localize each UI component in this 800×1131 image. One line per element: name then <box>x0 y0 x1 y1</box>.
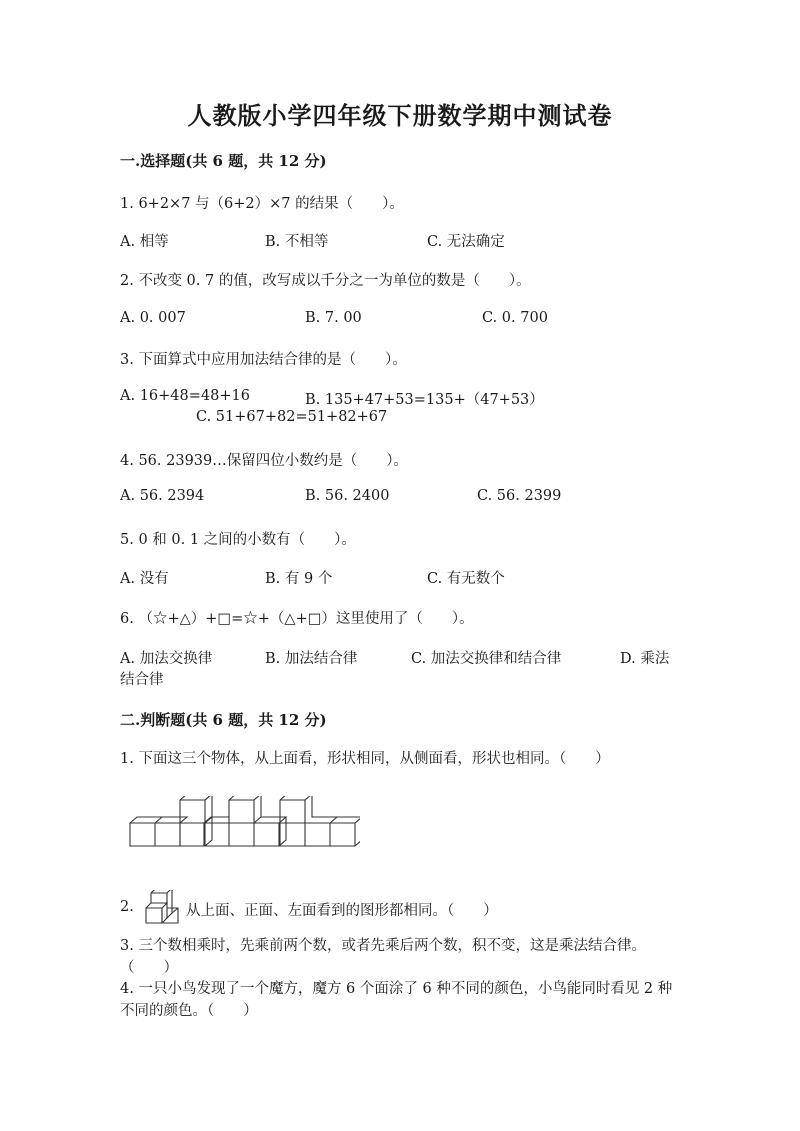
question-1-3: 3. 下面算式中应用加法结合律的是（ ）。 <box>120 352 407 368</box>
question-1-5: 5. 0 和 0. 1 之间的小数有（ ）。 <box>120 532 356 548</box>
q1-2-option-a: A. 0. 007 <box>120 310 186 326</box>
question-2-4: 4. 一只小鸟发现了一个魔方，魔方 6 个面涂了 6 种不同的颜色，小鸟能同时看见 2 种不同的颜色。（ ） <box>120 981 673 1019</box>
question-2-3: 3. 三个数相乘时，先乘前两个数，或者先乘后两个数，积不变，这是乘法结合律。（ ） <box>120 938 646 976</box>
q1-5-option-c: C. 有无数个 <box>427 571 505 587</box>
section-heading-choice: 一.选择题(共 6 题，共 12 分) <box>120 152 327 170</box>
q1-4-option-b: B. 56. 2400 <box>305 488 390 504</box>
section-heading-judgement: 二.判断题(共 6 题，共 12 分) <box>120 711 327 729</box>
q1-6-option-d-continued: 结合律 <box>120 672 164 688</box>
q1-3-option-a: A. 16+48=48+16 <box>120 388 250 404</box>
q1-6-option-a: A. 加法交换律 <box>120 651 213 667</box>
q1-4-option-c: C. 56. 2399 <box>477 488 562 504</box>
cube-figure-2 <box>204 796 286 846</box>
q1-3-option-c: C. 51+67+82=51+82+67 <box>196 409 388 425</box>
question-1-1: 1. 6+2×7 与（6+2）×7 的结果（ ）。 <box>120 196 404 212</box>
cube-figure-1 <box>130 796 212 846</box>
q1-6-option-d: D. 乘法 <box>620 651 670 667</box>
cube-figures <box>120 796 360 856</box>
q1-5-option-b: B. 有 9 个 <box>265 571 333 587</box>
question-1-4: 4. 56. 23939…保留四位小数约是（ ）。 <box>120 453 408 469</box>
q1-4-option-a: A. 56. 2394 <box>120 488 205 504</box>
question-2-1: 1. 下面这三个物体，从上面看，形状相同，从侧面看，形状也相同。（ ） <box>120 751 610 767</box>
q1-6-option-b: B. 加法结合律 <box>265 651 358 667</box>
question-2-2-number: 2. <box>120 899 134 915</box>
q1-5-option-a: A. 没有 <box>120 571 169 587</box>
q1-1-option-b: B. 不相等 <box>265 234 329 250</box>
q1-2-option-b: B. 7. 00 <box>305 310 362 326</box>
question-2-2-text: 从上面、正面、左面看到的图形都相同。（ ） <box>186 903 498 919</box>
question-1-6: 6. （☆+△）+□=☆+（△+□）这里使用了（ ）。 <box>120 611 474 627</box>
q1-6-option-c: C. 加法交换律和结合律 <box>411 651 562 667</box>
q1-1-option-c: C. 无法确定 <box>427 234 505 250</box>
page-title: 人教版小学四年级下册数学期中测试卷 <box>187 101 613 130</box>
q1-3-option-b: B. 135+47+53=135+（47+53） <box>305 392 544 408</box>
q1-1-option-a: A. 相等 <box>120 234 169 250</box>
small-cube-figure <box>142 890 182 926</box>
question-1-2: 2. 不改变 0. 7 的值，改写成以千分之一为单位的数是（ ）。 <box>120 273 531 289</box>
q1-2-option-c: C. 0. 700 <box>482 310 548 326</box>
cube-figure-3 <box>280 796 360 846</box>
